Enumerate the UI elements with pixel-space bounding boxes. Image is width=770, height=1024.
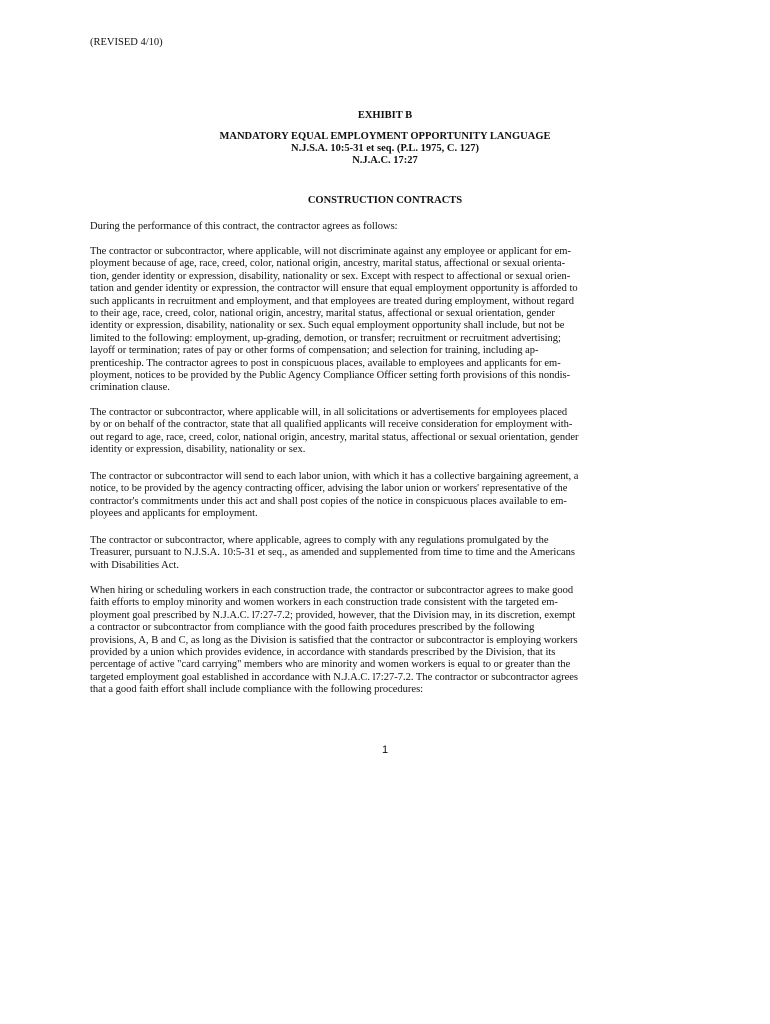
document-heading: MANDATORY EQUAL EMPLOYMENT OPPORTUNITY LANGUAGE xyxy=(219,131,551,142)
paragraph-text: The contractor or subcontractor, where applicable, agrees to comply with any regulations promulgated by the Treasurer, pursuant to N.J.S.A. 10:5-31 et seq., as amended and supplemented from time to time and the Americans with Disabilities Act. xyxy=(90,535,576,571)
intro-paragraph xyxy=(90,221,680,233)
paragraph-text: When hiring or scheduling workers in each construction trade, the contractor or subcontractor agrees to make good faith efforts to employ minority and women workers in each construction trade consistent with the targeted em- ployment goal prescribed by N.J.A.C. l7:27-7.2; provided, however, that the Division may, in its discretion, exempt a contractor or subcontractor from compliance with the good faith procedures prescribed by the following provisions, A, B and C, as long as the Division is satisfied that the contractor or subcontractor is employing workers provided by a union which provides evidence, in accordance with standards prescribed by the Division, that its percentage of active "card carrying" members who are minority and women workers is equal to or greater than the targeted employment goal established in accordance with N.J.A.C. l7:27-7.2. The contractor or subcontractor agrees that a good faith effort shall include compliance with the following procedures: xyxy=(90,585,578,696)
paragraph-text: The contractor or subcontractor, where applicable, will not discriminate against any employee or applicant for em- ployment because of age, race, creed, color, national origin, ancestry, marital status, affectional or sexual orienta- tion, gender identity or expression, disability, nationality or sex. Except with respect to affectional or sexual orien- tation and gender identity or expression, the contractor will ensure that equal employment opportunity is afforded to such applicants in recruitment and employment, and that employees are treated during employment, without regard to their age, race, creed, color, national origin, ancestry, marital status, affectional or sexual orientation, gender identity or expression, disability, nationality or sex. Such equal employment opportunity shall include, but not be limited to the following: employment, up-grading, demotion, or transfer; recruitment or recruitment advertising; layoff or termination; rates of pay or other forms of compensation; and selection for training, including ap- prenticeship. The contractor agrees to post in conspicuous places, available to employees and applicants for em- ployment, notices to be provided by the Public Agency Compliance Officer setting forth provisions of this nondis- crimination clause. xyxy=(90,246,578,394)
intro-text: During the performance of this contract, the contractor agrees as follows: xyxy=(90,221,398,232)
statute-reference: N.J.S.A. 10:5-31 et seq. (P.L. 1975, C. 127) xyxy=(290,143,480,154)
page-number: 1 xyxy=(381,744,389,756)
paragraph-text: The contractor or subcontractor will send to each labor union, with which it has a collective bargaining agreement, a notice, to be provided by the agency contracting officer, advising the labor union or workers' representative of the contractor's commitments under this act and shall post copies of the notice in conspicuous places available to em- ployees and applicants for employment. xyxy=(90,471,579,520)
paragraph-solicitations xyxy=(90,407,680,457)
paragraph-labor-union xyxy=(90,471,680,521)
section-title: CONSTRUCTION CONTRACTS xyxy=(307,195,463,206)
revision-note: (REVISED 4/10) xyxy=(90,37,163,48)
paragraph-good-faith xyxy=(90,585,680,697)
paragraph-regulations xyxy=(90,535,680,572)
code-reference: N.J.A.C. 17:27 xyxy=(352,155,418,166)
paragraph-text: The contractor or subcontractor, where applicable will, in all solicitations or advertisements for employees placed by or on behalf of the contractor, state that all qualified applicants will receive consideration for employment with- out regard to age, race, creed, color, national origin, ancestry, marital status, affectional or sexual orientation, gender identity or expression, disability, nationality or sex. xyxy=(90,407,579,456)
exhibit-title: EXHIBIT B xyxy=(357,110,413,121)
paragraph-nondiscrimination xyxy=(90,246,680,395)
